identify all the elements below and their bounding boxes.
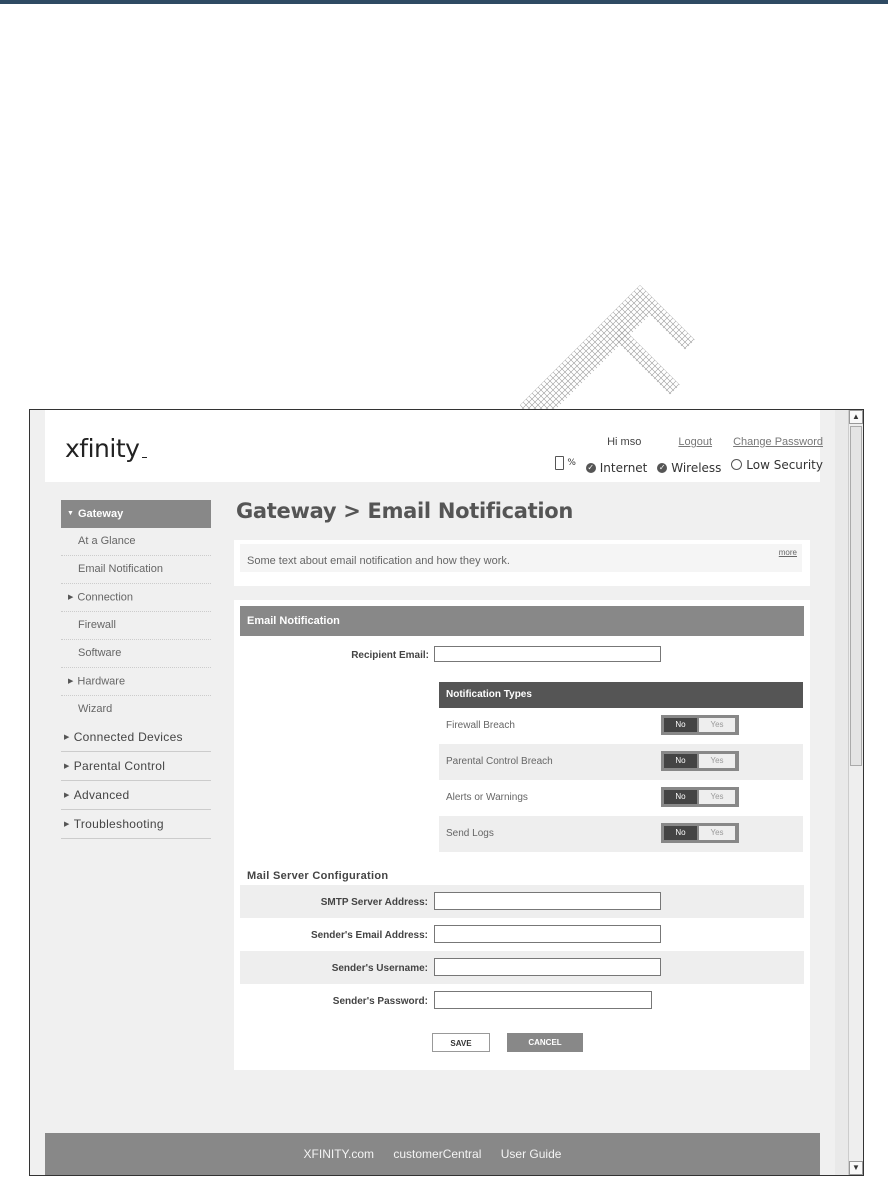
toggle-yes[interactable]: Yes: [699, 718, 735, 732]
sidebar-item-software[interactable]: Software: [61, 640, 211, 668]
toggle-no[interactable]: No: [664, 826, 697, 840]
mail-server-heading: Mail Server Configuration: [247, 870, 389, 882]
cancel-button[interactable]: CANCEL: [507, 1033, 583, 1052]
toggle-no[interactable]: No: [664, 790, 697, 804]
battery-icon: [555, 456, 564, 470]
sender-username-label: Sender's Username:: [331, 963, 428, 974]
footer: [45, 1133, 820, 1175]
footer-link-customer-central[interactable]: customerCentral: [393, 1147, 482, 1161]
scroll-up-icon[interactable]: ▲: [849, 410, 863, 424]
scrollbar-thumb[interactable]: [850, 426, 862, 766]
sender-password-label: Sender's Password:: [332, 996, 428, 1007]
sender-username-input[interactable]: [434, 958, 661, 976]
chevron-right-icon: ▶: [64, 791, 70, 799]
toggle-yes[interactable]: Yes: [699, 754, 735, 768]
info-box: [234, 540, 810, 586]
sidebar-item-connected-devices[interactable]: ▶ Connected Devices: [61, 723, 211, 752]
sidebar-nav: [61, 500, 211, 839]
logout-link[interactable]: Logout: [678, 436, 713, 448]
sender-password-input[interactable]: [434, 991, 652, 1009]
greeting: Hi mso: [607, 436, 642, 448]
chevron-right-icon: ▶: [64, 762, 70, 770]
sender-email-input[interactable]: [434, 925, 661, 943]
info-inner: [240, 544, 802, 572]
page-title: Gateway > Email Notification: [236, 499, 574, 523]
watermark-graphic: [520, 285, 730, 420]
status-bar: [549, 456, 823, 475]
document-top-rule: [0, 0, 888, 4]
toggle-yes[interactable]: Yes: [699, 790, 735, 804]
check-icon: ✓: [587, 463, 595, 472]
recipient-email-label: Recipient Email:: [351, 650, 429, 661]
parental-control-breach-toggle[interactable]: [661, 751, 739, 771]
notification-row-alerts-or-warnings: [439, 780, 803, 816]
form-header: Email Notification: [240, 606, 804, 636]
sidebar-item-at-a-glance[interactable]: At a Glance: [61, 528, 211, 556]
sidebar-item-parental-control[interactable]: ▶ Parental Control: [61, 752, 211, 781]
vertical-scrollbar[interactable]: [848, 410, 863, 1175]
sidebar-item-firewall[interactable]: Firewall: [61, 612, 211, 640]
logo-underline: [142, 457, 147, 458]
alerts-or-warnings-toggle[interactable]: [661, 787, 739, 807]
sidebar-item-email-notification[interactable]: Email Notification: [61, 556, 211, 584]
notification-types-table: [439, 682, 803, 852]
send-logs-toggle[interactable]: [661, 823, 739, 843]
save-button[interactable]: SAVE: [432, 1033, 490, 1052]
sidebar-item-connection[interactable]: ▶ Connection: [61, 584, 211, 612]
chevron-down-icon: ▼: [67, 510, 74, 518]
more-link[interactable]: more: [778, 548, 797, 557]
notification-row-send-logs: [439, 816, 803, 852]
sidebar-item-troubleshooting[interactable]: ▶ Troubleshooting: [61, 810, 211, 839]
page-background: [30, 410, 835, 1175]
xfinity-logo[interactable]: xfinity: [65, 434, 140, 463]
chevron-right-icon: ▶: [64, 733, 70, 741]
notification-name: Send Logs: [446, 828, 494, 839]
notification-name: Firewall Breach: [446, 720, 515, 731]
chevron-right-icon: ▶: [68, 594, 74, 601]
security-icon: [731, 459, 742, 470]
check-icon: ✓: [658, 463, 666, 472]
scroll-down-icon[interactable]: ▼: [849, 1161, 863, 1175]
change-password-link[interactable]: Change Password: [733, 436, 823, 448]
battery-percent: %: [567, 458, 576, 468]
smtp-server-label: SMTP Server Address:: [320, 897, 428, 908]
sidebar-item-gateway[interactable]: ▼ Gateway: [61, 500, 211, 528]
notification-row-firewall-breach: [439, 708, 803, 744]
security-status: Low Security: [731, 458, 823, 472]
email-notification-form: [234, 600, 810, 1070]
info-text: Some text about email notification and how they work.: [247, 555, 510, 567]
toggle-no[interactable]: No: [664, 754, 697, 768]
notification-name: Parental Control Breach: [446, 756, 553, 767]
toggle-no[interactable]: No: [664, 718, 697, 732]
chevron-right-icon: ▶: [68, 678, 74, 685]
header: [45, 410, 823, 482]
user-links: [607, 436, 823, 448]
recipient-email-input[interactable]: [434, 646, 661, 662]
chevron-right-icon: ▶: [64, 820, 70, 828]
sidebar-item-hardware[interactable]: ▶ Hardware: [61, 668, 211, 696]
footer-link-xfinity[interactable]: XFINITY.com: [303, 1147, 375, 1161]
smtp-server-input[interactable]: [434, 892, 661, 910]
footer-link-user-guide[interactable]: User Guide: [500, 1147, 562, 1161]
browser-window: [29, 409, 864, 1176]
sidebar-item-advanced[interactable]: ▶ Advanced: [61, 781, 211, 810]
notification-types-header: Notification Types: [439, 682, 803, 708]
internet-status: ✓ Internet: [587, 461, 648, 475]
notification-row-parental-control-breach: [439, 744, 803, 780]
firewall-breach-toggle[interactable]: [661, 715, 739, 735]
toggle-yes[interactable]: Yes: [699, 826, 735, 840]
sidebar-item-wizard[interactable]: Wizard: [78, 703, 113, 715]
wireless-status: ✓ Wireless: [658, 461, 722, 475]
battery-status: [555, 456, 576, 470]
notification-name: Alerts or Warnings: [446, 792, 528, 803]
sender-email-label: Sender's Email Address:: [310, 930, 428, 941]
